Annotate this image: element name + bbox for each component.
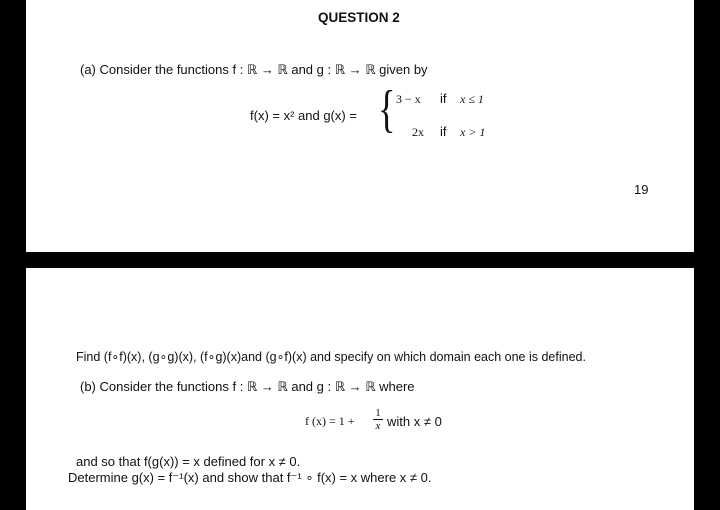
part-b-intro: (b) Consider the functions f : ℝ → ℝ and g : ℝ → ℝ where [80, 379, 415, 394]
fx-lhs: f (x) = 1 + [305, 414, 355, 428]
top-page [26, 0, 694, 252]
case1-condition: x ≤ 1 [460, 92, 484, 106]
f-definition-text: f(x) = x² and g(x) = [250, 108, 357, 123]
case2-expr: 2x [412, 125, 424, 139]
page-number: 19 [634, 182, 649, 197]
case2-condition: x > 1 [460, 125, 486, 139]
determine-line: Determine g(x) = f⁻¹(x) and show that f⁻¹ ∘ f(x) = x where x ≠ 0. [68, 470, 432, 485]
case1-if: if [440, 91, 447, 106]
case2-if: if [440, 124, 447, 139]
fraction-numerator: 1 [373, 407, 383, 420]
part-a-intro: (a) Consider the functions f : ℝ → ℝ and g : ℝ → ℝ given by [80, 62, 428, 77]
case1-expr: 3 − x [396, 92, 421, 106]
bottom-page [26, 268, 694, 510]
piecewise-brace: { [378, 81, 396, 138]
so-that-line: and so that f(g(x)) = x defined for x ≠ 0. [76, 454, 301, 469]
question-heading: QUESTION 2 [318, 10, 400, 25]
fraction-one-over-x [373, 407, 383, 432]
fx-rhs: with x ≠ 0 [387, 414, 442, 429]
f-definition [250, 108, 357, 123]
find-instruction: Find (f∘f)(x), (g∘g)(x), (f∘g)(x)and (g∘f)(x) and specify on which domain each one is defined. [76, 350, 586, 364]
fraction-denominator: x [375, 420, 381, 432]
